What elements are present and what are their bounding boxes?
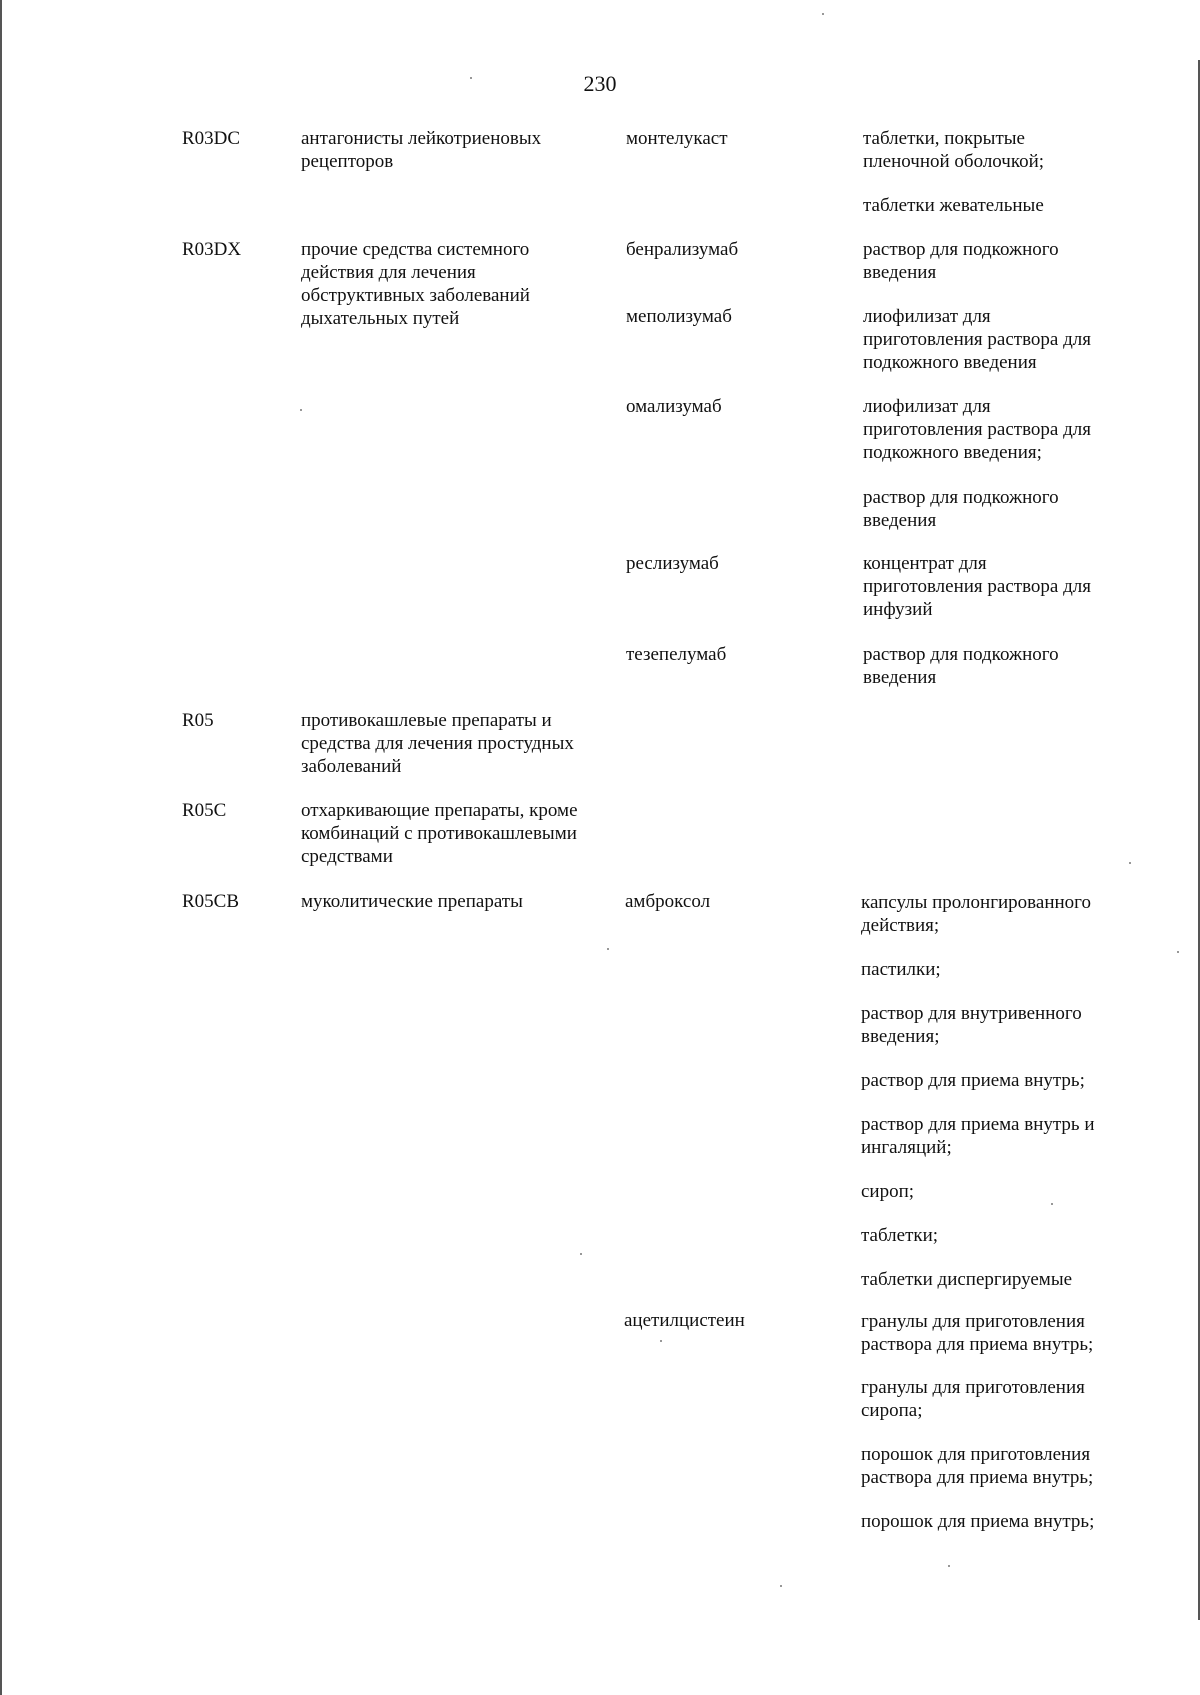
dosage-form-line: порошок для приготовления [861, 1444, 1091, 1465]
drug-name: бенрализумаб [626, 239, 739, 260]
drug-name: реслизумаб [626, 553, 719, 574]
group-line: дыхательных путей [301, 308, 460, 329]
scan-speck [660, 1340, 662, 1342]
group-line: обструктивных заболеваний [301, 285, 530, 306]
page-number: 230 [583, 71, 617, 96]
scan-speck [470, 77, 472, 79]
dosage-form-line: введения; [861, 1026, 940, 1047]
drug-name: амброксол [625, 891, 711, 912]
scan-speck [1129, 862, 1131, 864]
dosage-form-line: гранулы для приготовления [861, 1377, 1085, 1398]
dosage-form-line: пленочной оболочкой; [863, 151, 1045, 172]
dosage-form-line: раствор для приема внутрь; [861, 1070, 1085, 1091]
atc-code: R05 [182, 710, 214, 731]
scan-speck [580, 1253, 582, 1255]
group-line: заболеваний [301, 756, 402, 777]
scan-speck [822, 13, 824, 15]
dosage-form-line: подкожного введения; [863, 442, 1042, 463]
drug-name: тезепелумаб [626, 644, 727, 665]
dosage-form-line: сиропа; [861, 1400, 923, 1421]
dosage-form-line: действия; [861, 915, 940, 936]
dosage-form-line: раствор для подкожного [863, 239, 1059, 260]
group-line: прочие средства системного [301, 239, 530, 260]
dosage-form-line: лиофилизат для [863, 306, 991, 327]
atc-code: R03DX [182, 239, 242, 260]
scan-speck [300, 409, 302, 411]
scan-speck [1177, 951, 1179, 953]
dosage-form-line: раствор для внутривенного [861, 1003, 1082, 1024]
dosage-form-line: таблетки жевательные [863, 195, 1044, 216]
dosage-form-line: гранулы для приготовления [861, 1311, 1085, 1332]
dosage-form-line: порошок для приема внутрь; [861, 1511, 1095, 1532]
group-line: средствами [301, 846, 393, 867]
group-line: противокашлевые препараты и [301, 710, 552, 731]
dosage-form-line: раствор для приема внутрь и [861, 1114, 1095, 1135]
group-line: муколитические препараты [301, 891, 523, 912]
atc-code: R05CB [182, 891, 240, 912]
dosage-form-line: приготовления раствора для [863, 576, 1091, 597]
dosage-form-line: подкожного введения [863, 352, 1037, 373]
scan-speck [607, 948, 609, 950]
dosage-form-line: лиофилизат для [863, 396, 991, 417]
dosage-form-line: введения [863, 510, 937, 531]
scan-edge-left [0, 0, 2, 1695]
dosage-form-line: концентрат для [863, 553, 987, 574]
dosage-form-line: введения [863, 667, 937, 688]
group-line: антагонисты лейкотриеновых [301, 128, 542, 149]
drug-name: омализумаб [626, 396, 722, 417]
dosage-form-line: таблетки; [861, 1225, 939, 1246]
dosage-form-line: инфузий [863, 599, 933, 620]
scan-speck [1051, 1203, 1053, 1205]
dosage-form-line: раствор для подкожного [863, 487, 1059, 508]
dosage-form-line: пастилки; [861, 959, 941, 980]
dosage-form-line: введения [863, 262, 937, 283]
atc-code: R03DC [182, 128, 241, 149]
dosage-form-line: таблетки, покрытые [863, 128, 1025, 149]
drug-name: монтелукаст [626, 128, 728, 149]
atc-code: R05C [182, 800, 227, 821]
dosage-form-line: приготовления раствора для [863, 329, 1091, 350]
scan-speck [780, 1585, 782, 1587]
dosage-form-line: раствора для приема внутрь; [861, 1467, 1094, 1488]
dosage-form-line: таблетки диспергируемые [861, 1269, 1073, 1290]
group-line: средства для лечения простудных [301, 733, 574, 754]
dosage-form-line: сироп; [861, 1181, 915, 1202]
group-line: рецепторов [301, 151, 394, 172]
drug-name: ацетилцистеин [624, 1310, 745, 1331]
scan-speck [948, 1565, 950, 1567]
group-line: действия для лечения [301, 262, 476, 283]
dosage-form-line: раствора для приема внутрь; [861, 1334, 1094, 1355]
group-line: комбинаций с противокашлевыми [301, 823, 577, 844]
dosage-form-line: капсулы пролонгированного [861, 892, 1091, 913]
dosage-form-line: приготовления раствора для [863, 419, 1091, 440]
drug-name: меполизумаб [626, 306, 732, 327]
dosage-form-line: раствор для подкожного [863, 644, 1059, 665]
dosage-form-line: ингаляций; [861, 1137, 952, 1158]
group-line: отхаркивающие препараты, кроме [301, 800, 578, 821]
